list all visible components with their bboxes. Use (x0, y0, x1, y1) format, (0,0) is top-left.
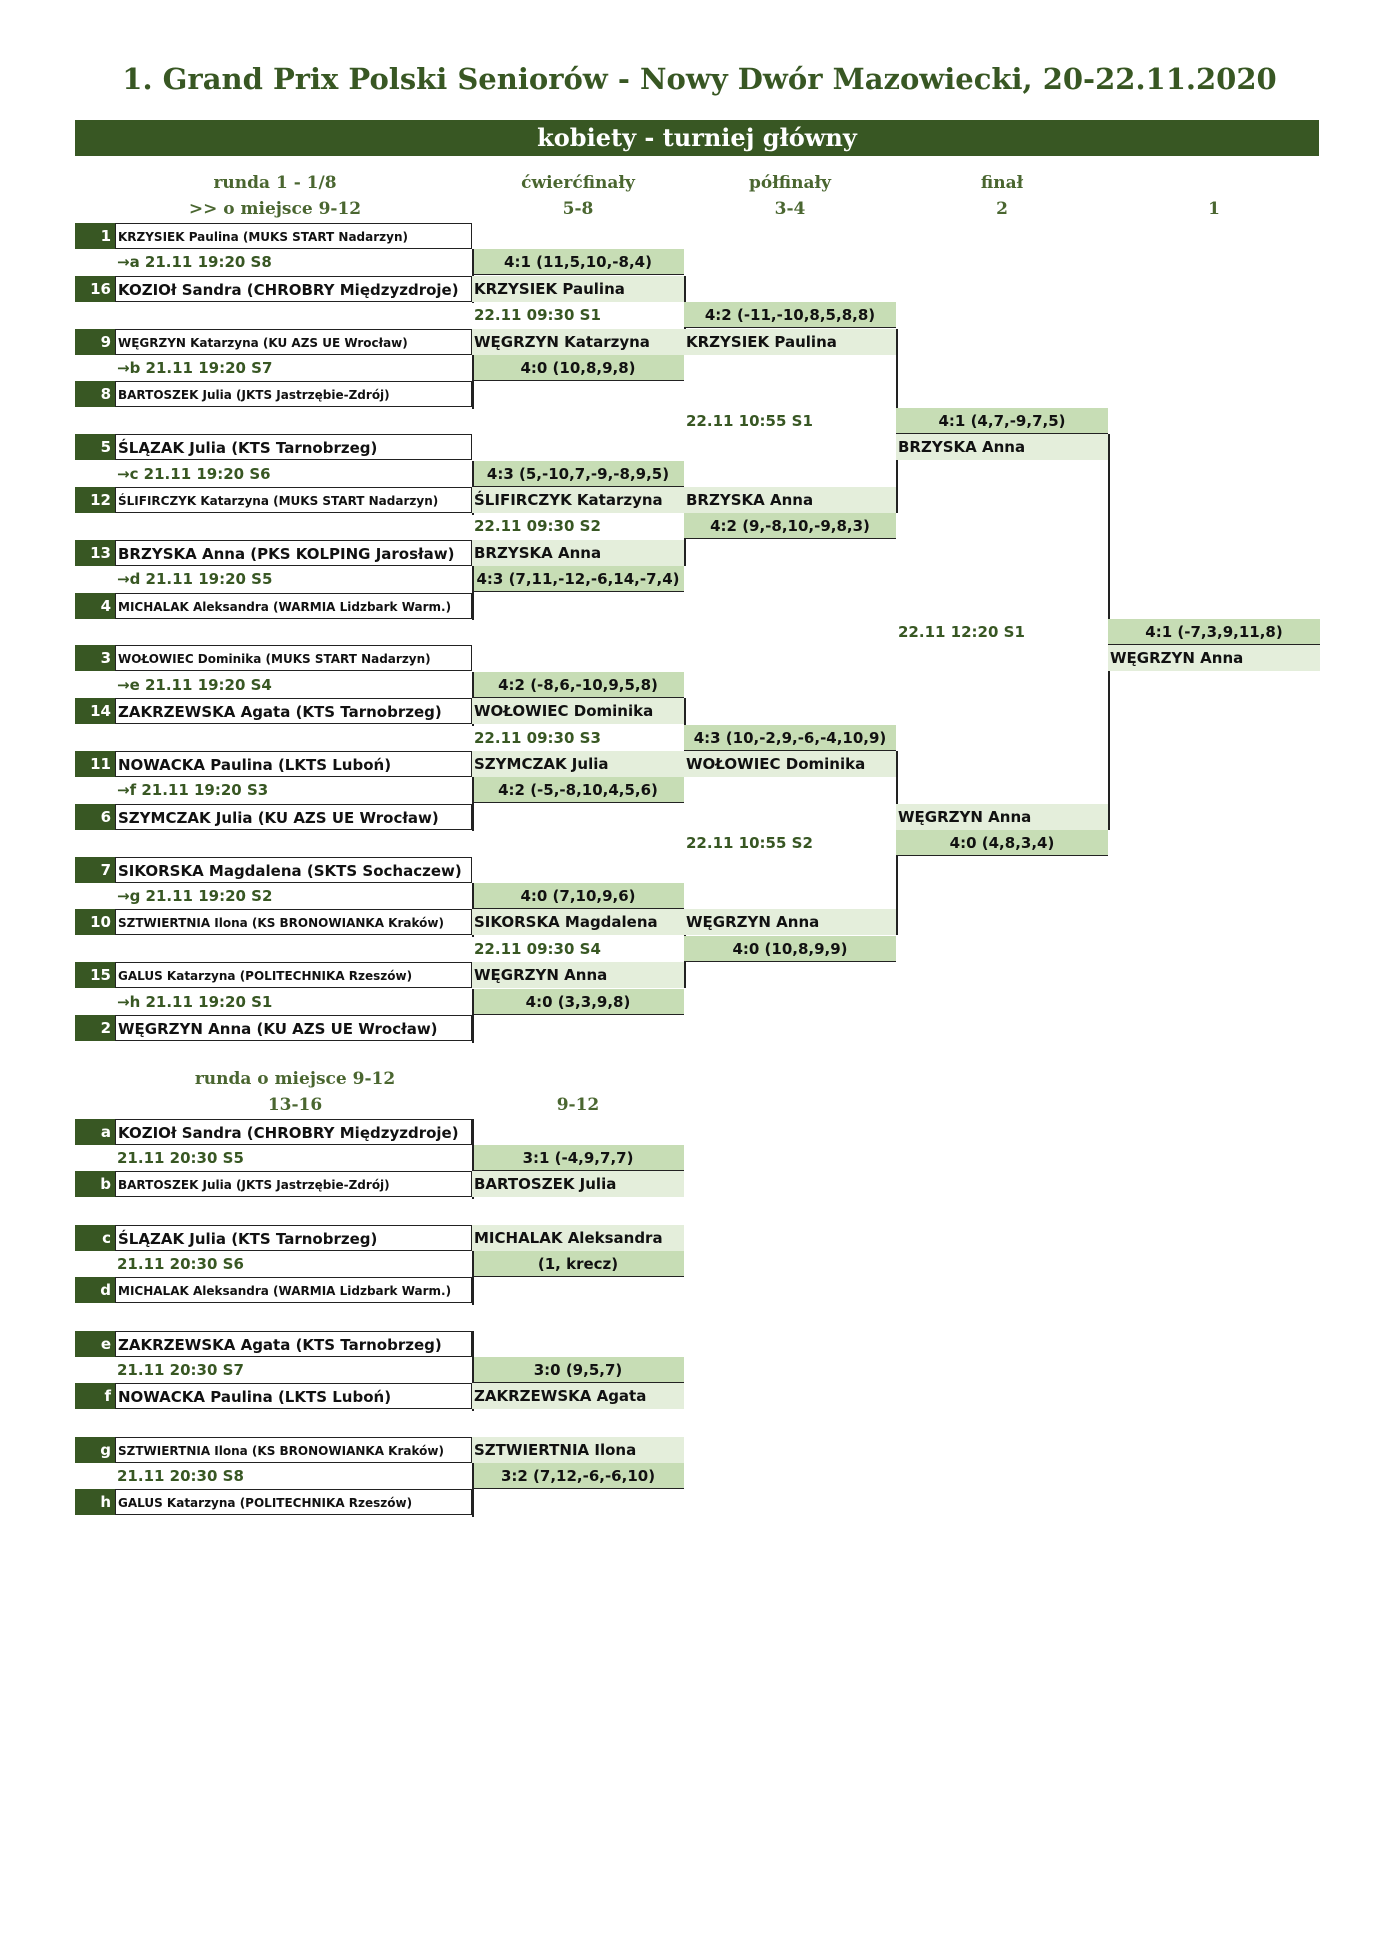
player-name: SZTWIERTNIA Ilona (KS BRONOWIANKA Kraków) (115, 1437, 472, 1463)
sf-player: WOŁOWIEC Dominika (684, 751, 896, 777)
player-name: SZTWIERTNIA Ilona (KS BRONOWIANKA Kraków) (115, 909, 472, 935)
match-score: 4:2 (-11,-10,8,5,8,8) (684, 302, 896, 328)
header-final-sub: 2 (996, 199, 1008, 219)
seed-letter: b (75, 1171, 115, 1197)
player-name: MICHALAK Aleksandra (WARMIA Lidzbark Warm.) (115, 593, 472, 619)
player-name: SIKORSKA Magdalena (SKTS Sochaczew) (115, 857, 472, 883)
match-schedule: →c 21.11 19:20 S6 (117, 465, 271, 483)
winner: WĘGRZYN Anna (1108, 645, 1320, 671)
final-player: WĘGRZYN Anna (896, 804, 1108, 830)
match-score: 4:1 (4,7,-9,7,5) (896, 408, 1108, 434)
seed-number: 10 (75, 909, 115, 935)
match-schedule: 22.11 09:30 S1 (474, 306, 601, 324)
sf-player: WĘGRZYN Anna (684, 909, 896, 935)
seed-number: 12 (75, 487, 115, 513)
page-title: 1. Grand Prix Polski Seniorów - Nowy Dwór Mazowiecki, 20-22.11.2020 (122, 62, 1277, 96)
player-name: KOZIOł Sandra (CHROBRY Międzyzdroje) (115, 276, 472, 302)
header-qf: ćwierćfinały (521, 173, 635, 193)
match-score: 4:0 (3,3,9,8) (472, 989, 684, 1015)
qf-player: ŚLIFIRCZYK Katarzyna (472, 487, 684, 513)
match-score: 4:1 (11,5,10,-8,4) (472, 249, 684, 275)
header-sf-sub: 3-4 (774, 199, 806, 219)
seed-number: 9 (75, 329, 115, 355)
qf-player: BARTOSZEK Julia (472, 1171, 684, 1197)
seed-number: 2 (75, 1015, 115, 1041)
player-name: WĘGRZYN Katarzyna (KU AZS UE Wrocław) (115, 329, 472, 355)
match-schedule: →a 21.11 19:20 S8 (117, 253, 272, 271)
match-schedule: 21.11 20:30 S6 (117, 1255, 244, 1273)
match-schedule: 21.11 20:30 S5 (117, 1149, 244, 1167)
qf-player: SZTWIERTNIA Ilona (472, 1437, 684, 1463)
seed-letter: c (75, 1225, 115, 1251)
seed-number: 13 (75, 540, 115, 566)
match-score: 4:3 (5,-10,7,-9,-8,9,5) (472, 461, 684, 487)
qf-player: WOŁOWIEC Dominika (472, 698, 684, 724)
match-schedule: →d 21.11 19:20 S5 (117, 570, 273, 588)
match-schedule: 22.11 09:30 S4 (474, 940, 601, 958)
bracket-connector (472, 777, 474, 831)
seed-number: 5 (75, 434, 115, 460)
seed-number: 6 (75, 804, 115, 830)
match-score: 4:0 (7,10,9,6) (472, 883, 684, 909)
seed-number: 16 (75, 276, 115, 302)
seed-number: 15 (75, 962, 115, 988)
match-schedule: 22.11 10:55 S1 (686, 412, 813, 430)
bracket-connector (472, 566, 474, 620)
bracket-connector (472, 355, 474, 409)
header-consolation-sub2: 9-12 (556, 1095, 600, 1115)
match-schedule: 22.11 09:30 S3 (474, 729, 601, 747)
header-round1: runda 1 - 1/8 (213, 173, 337, 193)
seed-number: 8 (75, 381, 115, 407)
match-schedule: →e 21.11 19:20 S4 (117, 676, 272, 694)
seed-number: 3 (75, 645, 115, 671)
header-final: finał (980, 173, 1024, 193)
qf-player: BRZYSKA Anna (472, 540, 684, 566)
match-score: (1, krecz) (472, 1251, 684, 1277)
qf-player: WĘGRZYN Katarzyna (472, 329, 684, 355)
player-name: GALUS Katarzyna (POLITECHNIKA Rzeszów) (115, 962, 472, 988)
sf-player: BRZYSKA Anna (684, 487, 896, 513)
match-score: 3:2 (7,12,-6,-6,10) (472, 1463, 684, 1489)
seed-letter: g (75, 1437, 115, 1463)
qf-player: SZYMCZAK Julia (472, 751, 684, 777)
qf-player: KRZYSIEK Paulina (472, 276, 684, 302)
match-score: 4:0 (4,8,3,4) (896, 830, 1108, 856)
match-schedule: →h 21.11 19:20 S1 (117, 993, 273, 1011)
player-name: ŚLĄZAK Julia (KTS Tarnobrzeg) (115, 434, 472, 460)
match-schedule: 21.11 20:30 S8 (117, 1467, 244, 1485)
player-name: ŚLĄZAK Julia (KTS Tarnobrzeg) (115, 1225, 472, 1251)
match-score: 4:3 (10,-2,9,-6,-4,10,9) (684, 725, 896, 751)
match-score: 4:2 (-5,-8,10,4,5,6) (472, 777, 684, 803)
player-name: SZYMCZAK Julia (KU AZS UE Wrocław) (115, 804, 472, 830)
match-score: 3:1 (-4,9,7,7) (472, 1145, 684, 1171)
header-consolation-sub1: 13-16 (267, 1095, 323, 1115)
seed-letter: f (75, 1383, 115, 1409)
seed-letter: a (75, 1119, 115, 1145)
qf-player: SIKORSKA Magdalena (472, 909, 684, 935)
match-score: 4:1 (-7,3,9,11,8) (1108, 619, 1320, 645)
match-score: 3:0 (9,5,7) (472, 1357, 684, 1383)
match-score: 4:0 (10,8,9,9) (684, 936, 896, 962)
header-qf-sub: 5-8 (562, 199, 594, 219)
player-name: GALUS Katarzyna (POLITECHNIKA Rzeszów) (115, 1489, 472, 1515)
match-schedule: 22.11 12:20 S1 (898, 623, 1025, 641)
match-score: 4:3 (7,11,-12,-6,14,-7,4) (472, 566, 684, 592)
seed-letter: e (75, 1331, 115, 1357)
header-sf: półfinały (749, 173, 831, 193)
player-name: WOŁOWIEC Dominika (MUKS START Nadarzyn) (115, 645, 472, 671)
player-name: BARTOSZEK Julia (JKTS Jastrzębie-Zdrój) (115, 1171, 472, 1197)
sf-player: KRZYSIEK Paulina (684, 329, 896, 355)
match-schedule: →b 21.11 19:20 S7 (117, 359, 273, 377)
player-name: ŚLIFIRCZYK Katarzyna (MUKS START Nadarzyn) (115, 487, 472, 513)
player-name: KOZIOł Sandra (CHROBRY Międzyzdroje) (115, 1119, 472, 1145)
player-name: BARTOSZEK Julia (JKTS Jastrzębie-Zdrój) (115, 381, 472, 407)
header-consolation: runda o miejsce 9-12 (194, 1069, 396, 1089)
player-name: NOWACKA Paulina (LKTS Luboń) (115, 751, 472, 777)
match-schedule: 22.11 09:30 S2 (474, 517, 601, 535)
match-schedule: →g 21.11 19:20 S2 (117, 887, 273, 905)
bracket-connector (472, 989, 474, 1043)
seed-number: 7 (75, 857, 115, 883)
player-name: MICHALAK Aleksandra (WARMIA Lidzbark Warm.) (115, 1277, 472, 1303)
seed-number: 11 (75, 751, 115, 777)
player-name: NOWACKA Paulina (LKTS Luboń) (115, 1383, 472, 1409)
header-winner-sub: 1 (1208, 199, 1220, 219)
player-name: BRZYSKA Anna (PKS KOLPING Jarosław) (115, 540, 472, 566)
final-player: BRZYSKA Anna (896, 434, 1108, 460)
player-name: KRZYSIEK Paulina (MUKS START Nadarzyn) (115, 223, 472, 249)
section-banner: kobiety - turniej główny (75, 120, 1319, 156)
seed-letter: h (75, 1489, 115, 1515)
seed-number: 14 (75, 698, 115, 724)
match-score: 4:2 (-8,6,-10,9,5,8) (472, 672, 684, 698)
match-schedule: 22.11 10:55 S2 (686, 834, 813, 852)
match-score: 4:0 (10,8,9,8) (472, 355, 684, 381)
player-name: ZAKRZEWSKA Agata (KTS Tarnobrzeg) (115, 698, 472, 724)
qf-player: ZAKRZEWSKA Agata (472, 1383, 684, 1409)
header-round1-sub: >> o miejsce 9-12 (188, 199, 362, 219)
qf-player: MICHALAK Aleksandra (472, 1225, 684, 1251)
qf-player: WĘGRZYN Anna (472, 962, 684, 988)
match-schedule: →f 21.11 19:20 S3 (117, 781, 269, 799)
match-schedule: 21.11 20:30 S7 (117, 1361, 244, 1379)
seed-number: 4 (75, 593, 115, 619)
seed-number: 1 (75, 223, 115, 249)
seed-letter: d (75, 1277, 115, 1303)
player-name: WĘGRZYN Anna (KU AZS UE Wrocław) (115, 1015, 472, 1041)
player-name: ZAKRZEWSKA Agata (KTS Tarnobrzeg) (115, 1331, 472, 1357)
match-score: 4:2 (9,-8,10,-9,8,3) (684, 513, 896, 539)
